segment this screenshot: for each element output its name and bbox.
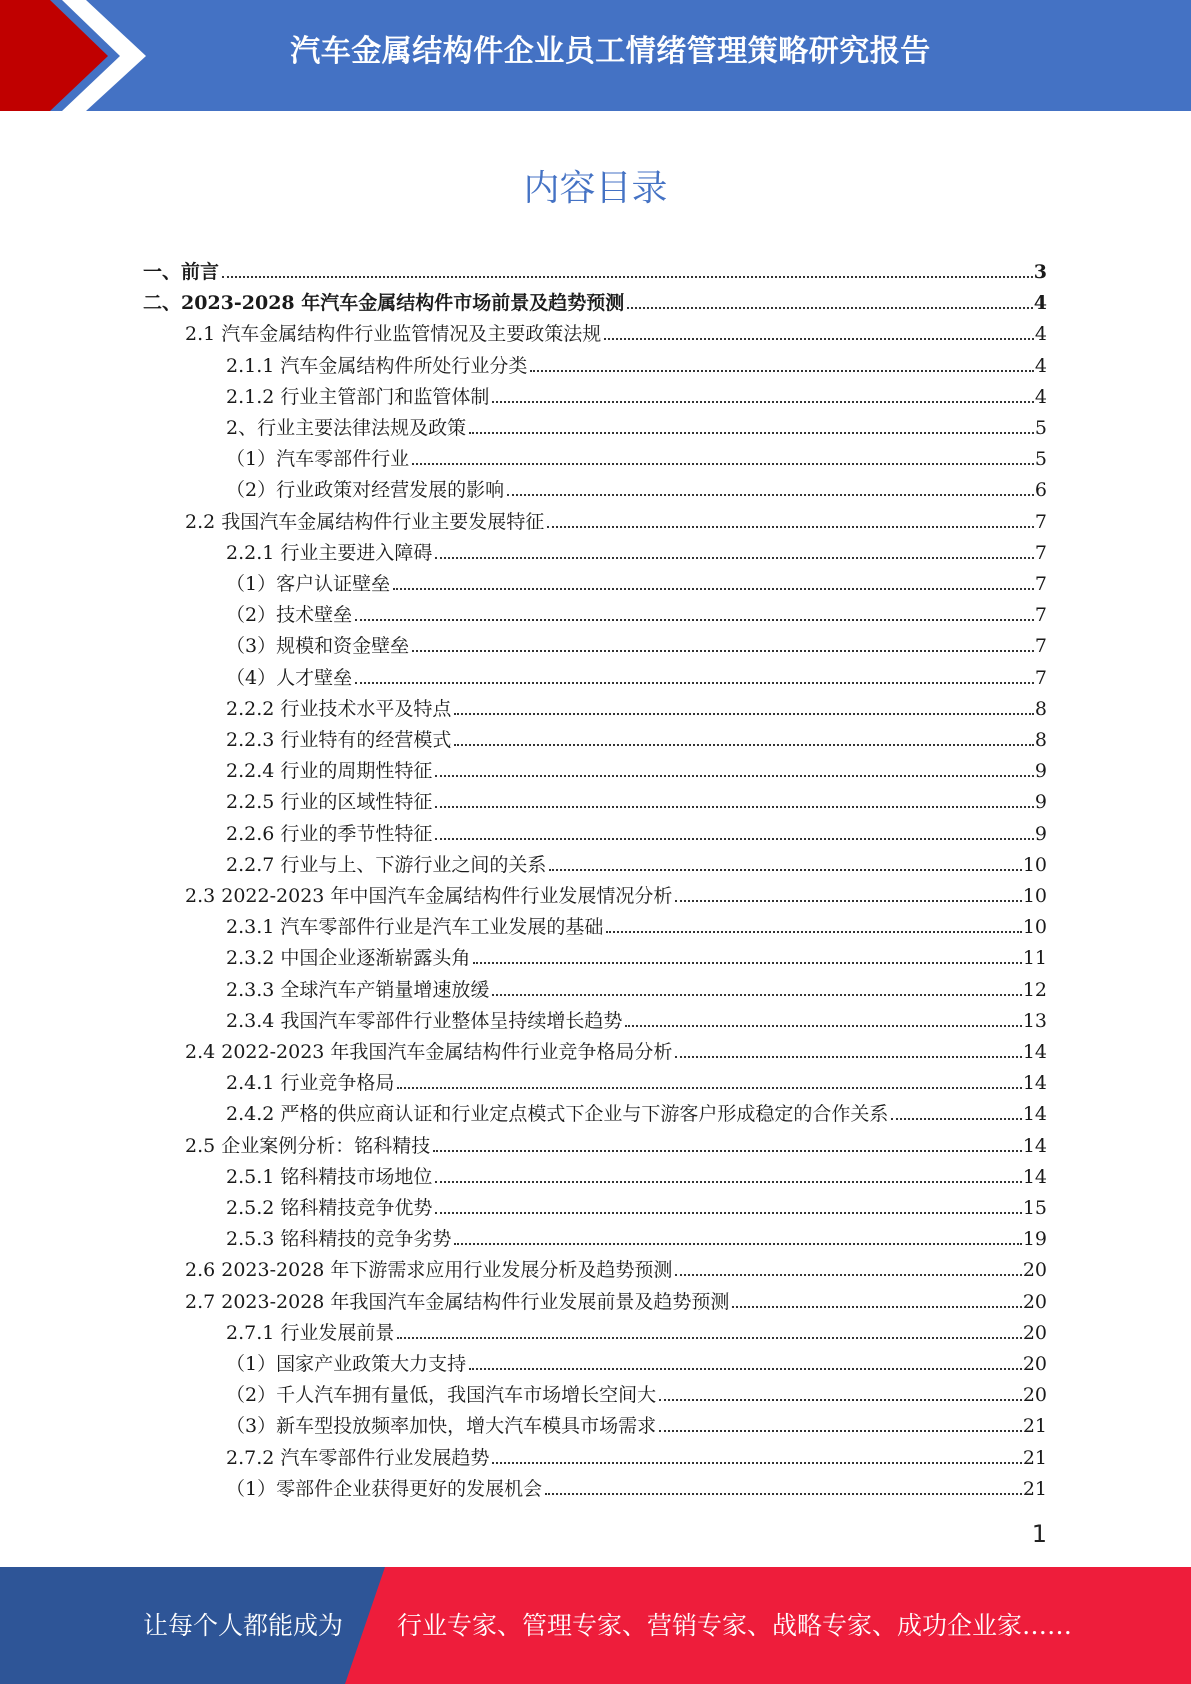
toc-entry[interactable] [143, 286, 1047, 314]
toc-entry-label: 2.4.1 行业竞争格局 [226, 1072, 395, 1094]
toc-entry-label: 2.4.2 严格的供应商认证和行业定点模式下企业与下游客户形成稳定的合作关系 [226, 1103, 889, 1125]
toc-entry-label: 2.5.1 铭科精技市场地位 [226, 1166, 433, 1188]
toc-dot-leader [675, 1056, 1021, 1058]
toc-dot-leader [435, 1181, 1021, 1183]
toc-entry-page: 9 [1034, 760, 1047, 782]
toc-dot-leader [549, 869, 1021, 871]
toc-entry-label: （1）客户认证壁垒 [226, 573, 391, 595]
toc-entry-label: 2.2.3 行业特有的经营模式 [226, 729, 452, 751]
toc-entry[interactable] [226, 442, 1047, 470]
toc-entry-label: 2、行业主要法律法规及政策 [226, 417, 467, 439]
toc-entry-page: 20 [1022, 1384, 1047, 1406]
toc-entry-page: 3 [1033, 261, 1047, 283]
toc-dot-leader [492, 994, 1021, 996]
toc-dot-leader [604, 338, 1034, 340]
toc-entry-label: 2.7.1 行业发展前景 [226, 1322, 395, 1344]
toc-entry-label: 2.2.2 行业技术水平及特点 [226, 698, 452, 720]
toc-dot-leader [675, 900, 1021, 902]
toc-entry-page: 21 [1022, 1478, 1047, 1500]
toc-entry-label: 2.3.4 我国汽车零部件行业整体呈持续增长趋势 [226, 1010, 623, 1032]
toc-entry-page: 21 [1022, 1447, 1047, 1469]
toc-dot-leader [732, 1306, 1021, 1308]
toc-dot-leader [393, 588, 1034, 590]
toc-entry[interactable] [226, 1160, 1047, 1188]
toc-entry[interactable] [226, 973, 1047, 1001]
toc-dot-leader [435, 1212, 1021, 1214]
toc-entry[interactable] [185, 1285, 1047, 1313]
toc-dot-leader [507, 494, 1034, 496]
toc-dot-leader [412, 650, 1034, 652]
toc-entry-label: 一、前言 [143, 261, 220, 283]
toc-entry[interactable] [226, 1222, 1047, 1250]
toc-dot-leader [469, 432, 1034, 434]
toc-entry-page: 7 [1034, 511, 1047, 533]
toc-dot-leader [397, 1087, 1021, 1089]
toc-entry-page: 11 [1022, 947, 1047, 969]
toc-entry-label: （2）千人汽车拥有量低，我国汽车市场增长空间大 [226, 1384, 657, 1406]
toc-entry[interactable] [226, 349, 1047, 377]
toc-entry[interactable] [226, 817, 1047, 845]
toc-entry-label: 2.3.1 汽车零部件行业是汽车工业发展的基础 [226, 916, 604, 938]
toc-entry-label: 2.7 2023-2028 年我国汽车金属结构件行业发展前景及趋势预测 [185, 1291, 730, 1313]
header-title: 汽车金属结构件企业员工情绪管理策略研究报告 [290, 34, 931, 69]
toc-dot-leader [454, 713, 1034, 715]
toc-entry-label: 2.2.5 行业的区域性特征 [226, 791, 433, 813]
toc-entry-page: 5 [1034, 448, 1047, 470]
toc-dot-leader [473, 962, 1021, 964]
toc-entry[interactable] [226, 1472, 1047, 1500]
toc-entry-page: 12 [1022, 979, 1047, 1001]
toc-entry[interactable] [226, 1066, 1047, 1094]
toc-entry[interactable] [185, 879, 1047, 907]
toc-entry-label: （1）零部件企业获得更好的发展机会 [226, 1478, 543, 1500]
toc-entry-label: 2.1.1 汽车金属结构件所处行业分类 [226, 355, 528, 377]
toc-entry-label: 2.5.3 铭科精技的竞争劣势 [226, 1228, 452, 1250]
footer-slogan-right: 行业专家、管理专家、营销专家、战略专家、成功企业家…… [397, 1611, 1073, 1640]
page-header [0, 0, 1191, 111]
toc-dot-leader [675, 1274, 1021, 1276]
toc-entry[interactable] [185, 1035, 1047, 1063]
toc-entry[interactable] [226, 692, 1047, 720]
toc-entry[interactable] [226, 941, 1047, 969]
toc-entry-page: 14 [1022, 1135, 1047, 1157]
toc-entry-label: 二、2023-2028 年汽车金属结构件市场前景及趋势预测 [143, 292, 625, 314]
toc-entry[interactable] [226, 411, 1047, 439]
toc-entry-label: （1）汽车零部件行业 [226, 448, 410, 470]
toc-entry-page: 4 [1034, 323, 1047, 345]
toc-entry-label: 2.3 2022-2023 年中国汽车金属结构件行业发展情况分析 [185, 885, 673, 907]
toc-entry-label: 2.4 2022-2023 年我国汽车金属结构件行业竞争格局分析 [185, 1041, 673, 1063]
toc-entry-page: 21 [1022, 1415, 1047, 1437]
toc-entry[interactable] [226, 1097, 1047, 1125]
toc-entry-label: （3）规模和资金壁垒 [226, 635, 410, 657]
toc-entry-page: 10 [1022, 885, 1047, 907]
toc-entry-page: 4 [1034, 386, 1047, 408]
toc-entry-page: 20 [1022, 1291, 1047, 1313]
toc-entry[interactable] [226, 473, 1047, 501]
toc-entry[interactable] [185, 1253, 1047, 1281]
toc-dot-leader [397, 1337, 1021, 1339]
toc-entry[interactable] [226, 723, 1047, 751]
toc-entry-page: 20 [1022, 1322, 1047, 1344]
toc-entry[interactable] [226, 1378, 1047, 1406]
toc-entry-page: 10 [1022, 854, 1047, 876]
toc-entry-page: 14 [1022, 1103, 1047, 1125]
toc-entry[interactable] [226, 380, 1047, 408]
toc-entry-label: （1）国家产业政策大力支持 [226, 1353, 467, 1375]
toc-entry-page: 14 [1022, 1072, 1047, 1094]
toc-entry-label: （2）行业政策对经营发展的影响 [226, 479, 505, 501]
toc-entry-page: 4 [1033, 292, 1047, 314]
toc-entry-label: 2.2.4 行业的周期性特征 [226, 760, 433, 782]
toc-entry-label: 2.1 汽车金属结构件行业监管情况及主要政策法规 [185, 323, 602, 345]
toc-entry-page: 5 [1034, 417, 1047, 439]
toc-entry-page: 19 [1022, 1228, 1047, 1250]
toc-entry-page: 7 [1034, 667, 1047, 689]
toc-entry-label: 2.6 2023-2028 年下游需求应用行业发展分析及趋势预测 [185, 1259, 673, 1281]
toc-title: 内容目录 [523, 168, 668, 209]
toc-dot-leader [627, 307, 1033, 309]
toc-entry-label: 2.7.2 汽车零部件行业发展趋势 [226, 1447, 490, 1469]
toc-dot-leader [412, 463, 1034, 465]
page-footer [0, 1567, 1191, 1684]
toc-dot-leader [355, 682, 1034, 684]
toc-entry[interactable] [226, 598, 1047, 626]
toc-entry[interactable] [226, 910, 1047, 938]
toc-entry[interactable] [226, 567, 1047, 595]
toc-entry-page: 15 [1022, 1197, 1047, 1219]
toc-dot-leader [492, 1462, 1021, 1464]
page-number: 1 [1031, 1520, 1047, 1548]
toc-entry-page: 6 [1034, 479, 1047, 501]
toc-entry[interactable] [226, 536, 1047, 564]
toc-dot-leader [469, 1368, 1022, 1370]
toc-dot-leader [606, 931, 1021, 933]
toc-entry[interactable] [226, 1441, 1047, 1469]
toc-entry-page: 10 [1022, 916, 1047, 938]
toc-dot-leader [547, 526, 1034, 528]
toc-entry-label: （3）新车型投放频率加快，增大汽车模具市场需求 [226, 1415, 657, 1437]
toc-entry-page: 14 [1022, 1166, 1047, 1188]
toc-entry-label: 2.1.2 行业主管部门和监管体制 [226, 386, 490, 408]
toc-entry-label: 2.5 企业案例分析：铭科精技 [185, 1135, 431, 1157]
toc-dot-leader [435, 838, 1034, 840]
footer-slogan-left: 让每个人都能成为 [143, 1611, 344, 1640]
toc-dot-leader [433, 1150, 1022, 1152]
toc-entry[interactable] [226, 1347, 1047, 1375]
toc-dot-leader [355, 619, 1034, 621]
toc-entry-label: 2.2.7 行业与上、下游行业之间的关系 [226, 854, 547, 876]
toc-entry-label: （2）技术壁垒 [226, 604, 353, 626]
toc-dot-leader [891, 1118, 1021, 1120]
toc-entry[interactable] [226, 848, 1047, 876]
toc-entry[interactable] [143, 255, 1047, 283]
toc-entry[interactable] [226, 629, 1047, 657]
toc-dot-leader [545, 1493, 1022, 1495]
toc-dot-leader [530, 370, 1034, 372]
toc-entry[interactable] [226, 1004, 1047, 1032]
toc-entry[interactable] [226, 1316, 1047, 1344]
toc-entry-page: 8 [1034, 698, 1047, 720]
toc-dot-leader [625, 1025, 1021, 1027]
toc-entry-page: 7 [1034, 542, 1047, 564]
toc-dot-leader [222, 276, 1033, 278]
toc-entry-page: 4 [1034, 355, 1047, 377]
toc-entry-page: 7 [1034, 604, 1047, 626]
toc-entry-page: 9 [1034, 791, 1047, 813]
toc-dot-leader [435, 806, 1034, 808]
toc-entry-label: 2.2.1 行业主要进入障碍 [226, 542, 433, 564]
toc-entry-label: 2.3.3 全球汽车产销量增速放缓 [226, 979, 490, 1001]
toc-entry[interactable] [226, 754, 1047, 782]
toc-entry-page: 20 [1022, 1259, 1047, 1281]
toc-entry[interactable] [226, 661, 1047, 689]
toc-entry-page: 14 [1022, 1041, 1047, 1063]
toc-entry-page: 13 [1022, 1010, 1047, 1032]
toc-entry-page: 7 [1034, 635, 1047, 657]
toc-entry-label: 2.3.2 中国企业逐渐崭露头角 [226, 947, 471, 969]
toc-dot-leader [454, 744, 1034, 746]
toc-entry-label: （4）人才壁垒 [226, 667, 353, 689]
toc-entry-page: 20 [1022, 1353, 1047, 1375]
toc-entry[interactable] [226, 1191, 1047, 1219]
toc-dot-leader [454, 1243, 1021, 1245]
toc-entry-label: 2.2.6 行业的季节性特征 [226, 823, 433, 845]
toc-dot-leader [492, 401, 1034, 403]
toc-dot-leader [659, 1430, 1022, 1432]
toc-dot-leader [435, 557, 1034, 559]
toc-entry-page: 8 [1034, 729, 1047, 751]
toc-entry[interactable] [185, 317, 1047, 345]
toc-entry[interactable] [226, 1409, 1047, 1437]
toc-entry[interactable] [185, 505, 1047, 533]
toc-entry-label: 2.2 我国汽车金属结构件行业主要发展特征 [185, 511, 545, 533]
toc-entry-label: 2.5.2 铭科精技竞争优势 [226, 1197, 433, 1219]
toc-dot-leader [435, 775, 1034, 777]
toc-entry[interactable] [185, 1129, 1047, 1157]
toc-dot-leader [659, 1399, 1022, 1401]
toc-entry[interactable] [226, 785, 1047, 813]
toc-entry-page: 7 [1034, 573, 1047, 595]
toc-entry-page: 9 [1034, 823, 1047, 845]
